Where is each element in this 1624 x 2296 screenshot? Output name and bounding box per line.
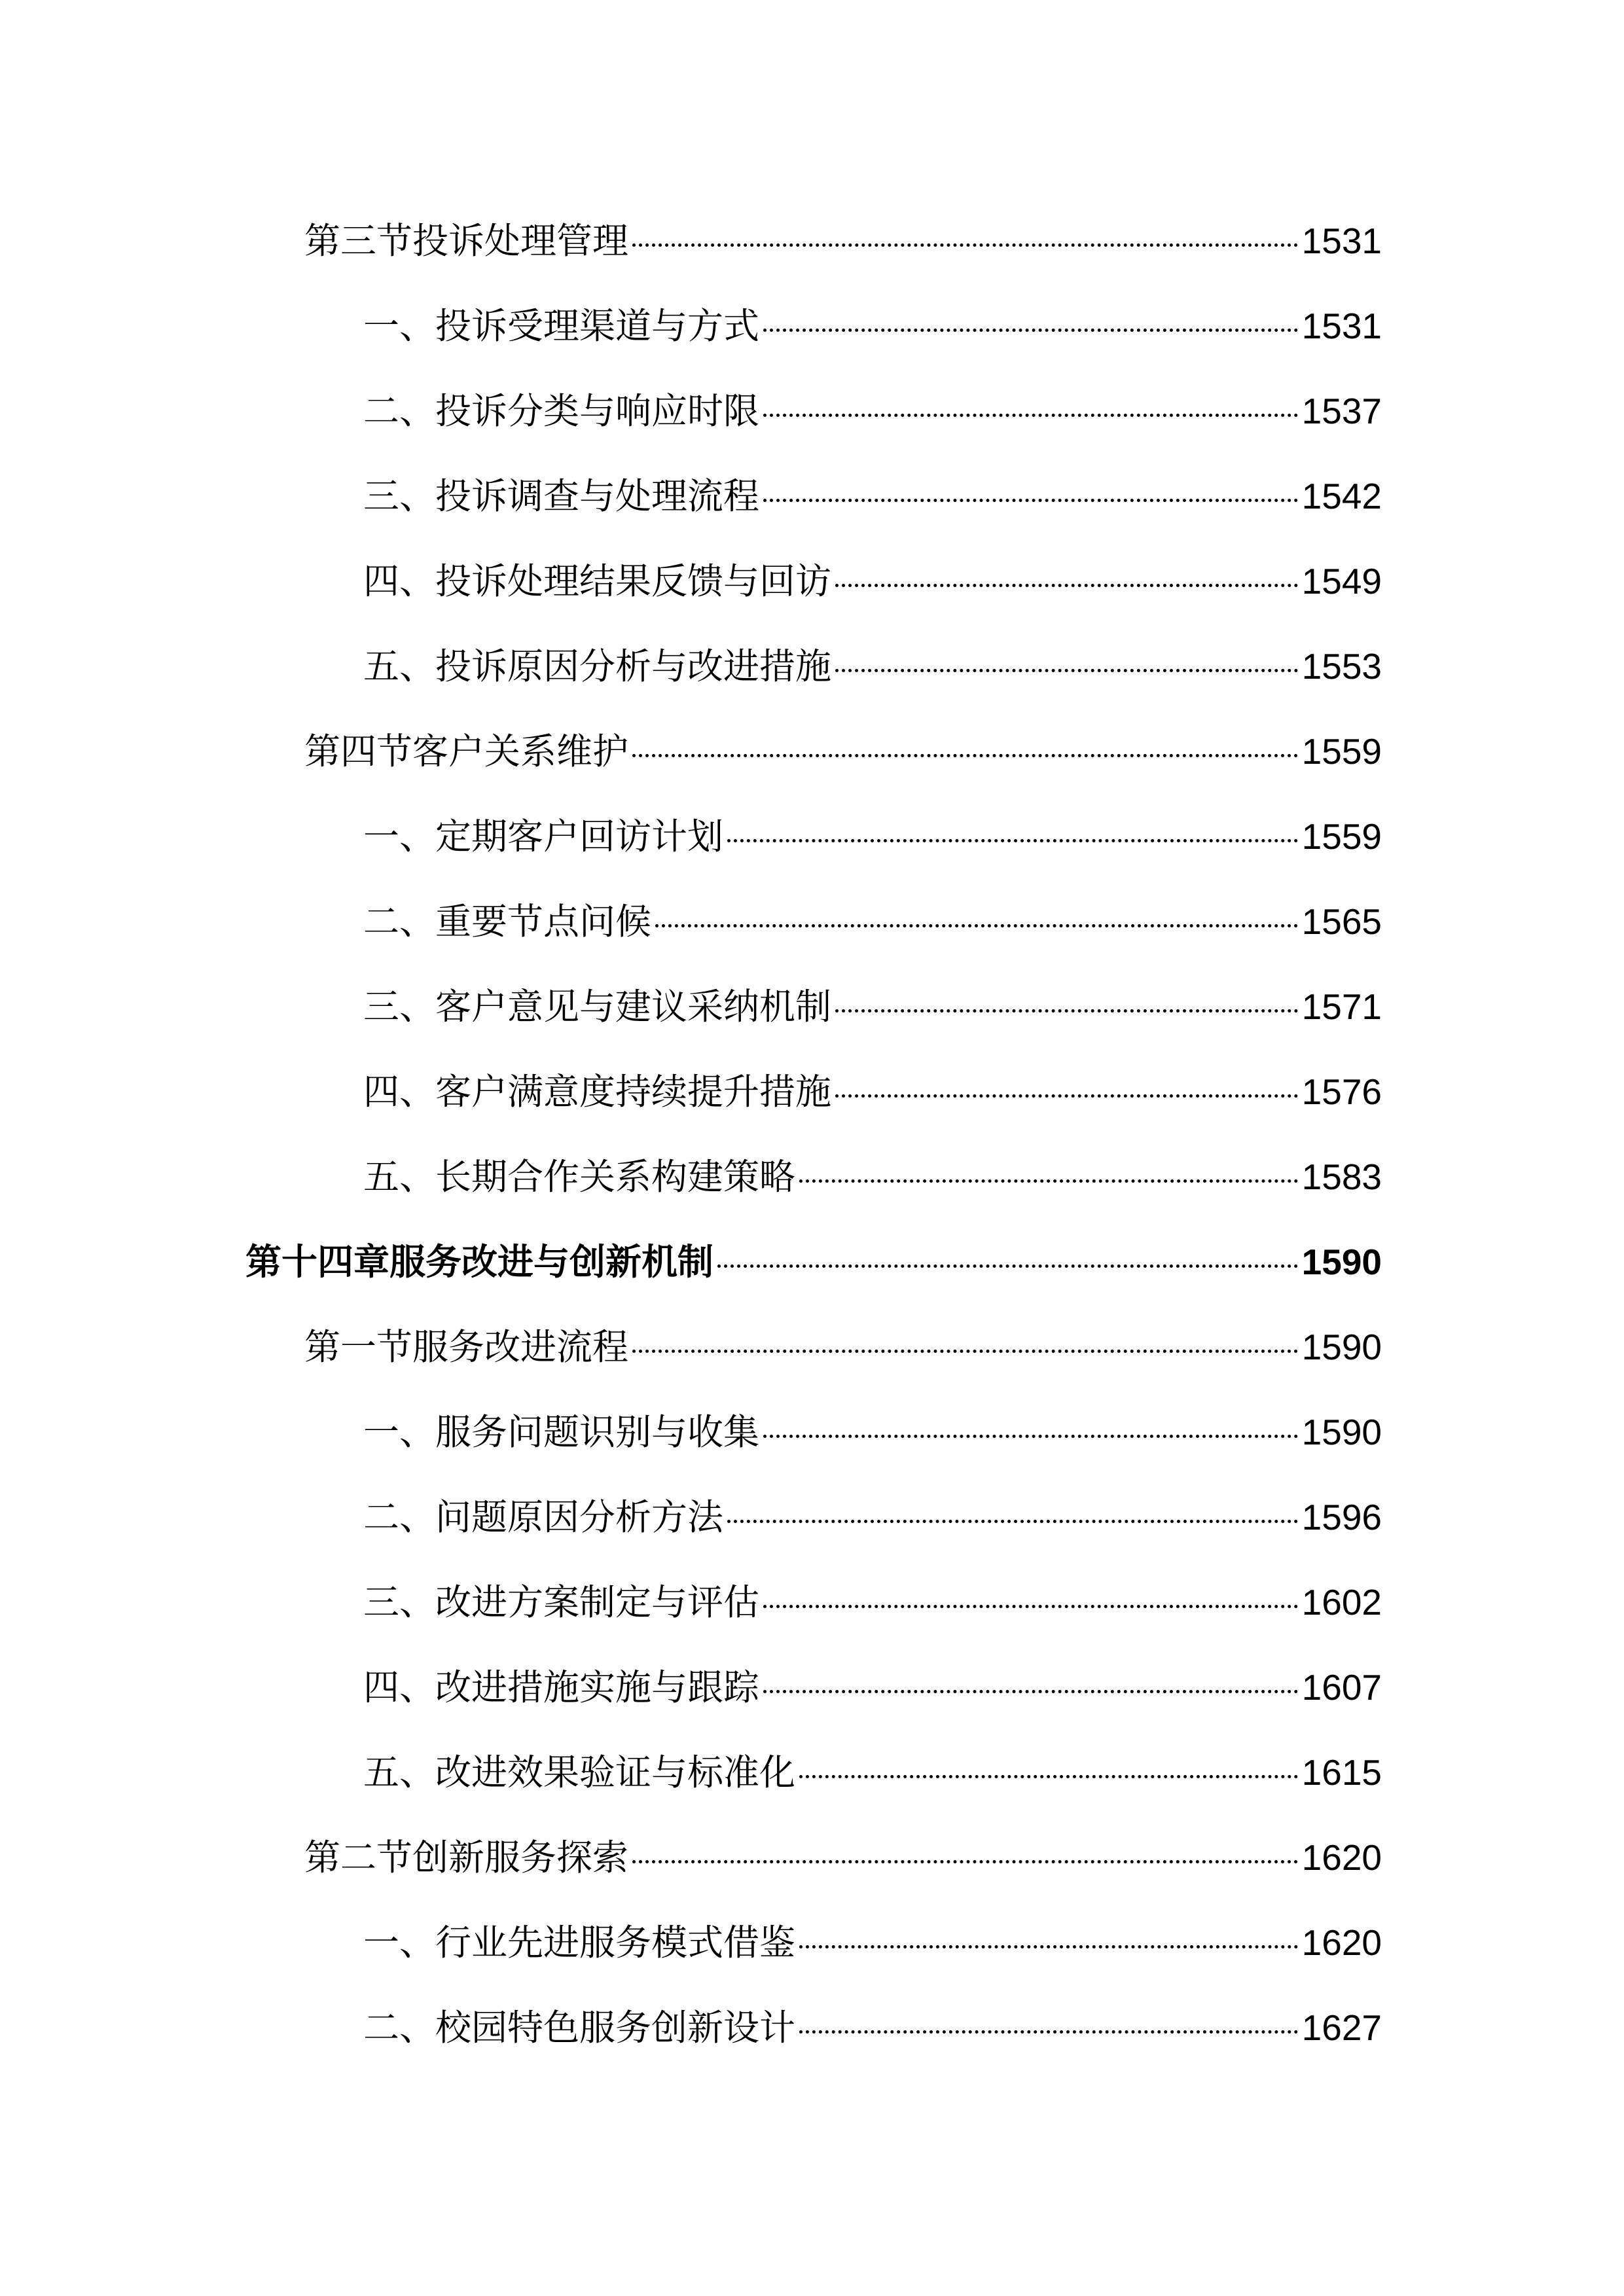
toc-entry-page: 1549 xyxy=(1301,561,1382,601)
toc-entry-page: 1627 xyxy=(1301,2007,1382,2048)
toc-entry-page: 1576 xyxy=(1301,1071,1382,1112)
dot-leader xyxy=(727,1520,1298,1523)
dot-leader xyxy=(727,839,1298,842)
dot-leader xyxy=(835,1094,1298,1098)
toc-entry-page: 1565 xyxy=(1301,901,1382,942)
toc-entry-subsection[interactable] xyxy=(363,1406,1382,1458)
toc-entry-subsection[interactable] xyxy=(363,1916,1382,1969)
toc-entry-page: 1615 xyxy=(1301,1752,1382,1793)
dot-leader xyxy=(799,1775,1298,1778)
toc-entry-page: 1553 xyxy=(1301,646,1382,687)
toc-entry-page: 1607 xyxy=(1301,1667,1382,1708)
toc-entry-subsection[interactable] xyxy=(363,1066,1382,1118)
toc-entry-title: 五、长期合作关系构建策略 xyxy=(363,1156,796,1198)
toc-entry-page: 1571 xyxy=(1301,986,1382,1027)
toc-entry-page: 1620 xyxy=(1301,1922,1382,1963)
toc-entry-subsection[interactable] xyxy=(363,385,1382,437)
toc-entry-subsection[interactable] xyxy=(363,300,1382,352)
toc-entry-title: 第三节投诉处理管理 xyxy=(304,220,629,262)
toc-entry-title: 二、问题原因分析方法 xyxy=(363,1496,724,1538)
toc-entry-section[interactable] xyxy=(304,1831,1382,1884)
toc-entry-page: 1602 xyxy=(1301,1582,1382,1623)
dot-leader xyxy=(632,754,1298,757)
dot-leader xyxy=(763,499,1298,502)
dot-leader xyxy=(655,924,1298,927)
toc-entry-title: 一、定期客户回访计划 xyxy=(363,816,724,857)
toc-entry-subsection[interactable] xyxy=(363,555,1382,607)
dot-leader xyxy=(799,1945,1298,1948)
dot-leader xyxy=(835,1009,1298,1013)
toc-entry-subsection[interactable] xyxy=(363,1491,1382,1543)
toc-entry-page: 1559 xyxy=(1301,816,1382,857)
toc-entry-title: 一、投诉受理渠道与方式 xyxy=(363,305,760,347)
toc-entry-title: 二、重要节点问候 xyxy=(363,901,652,942)
toc-entry-title: 二、校园特色服务创新设计 xyxy=(363,2007,796,2049)
toc-entry-page: 1542 xyxy=(1301,476,1382,516)
dot-leader xyxy=(763,1605,1298,1608)
dot-leader xyxy=(632,1350,1298,1353)
dot-leader xyxy=(763,1690,1298,1693)
toc-entry-page: 1531 xyxy=(1301,221,1382,261)
toc-entry-page: 1596 xyxy=(1301,1497,1382,1537)
toc-entry-title: 三、投诉调查与处理流程 xyxy=(363,475,760,517)
dot-leader xyxy=(799,2030,1298,2034)
toc-entry-title: 一、行业先进服务模式借鉴 xyxy=(363,1922,796,1964)
toc-entry-title: 第四节客户关系维护 xyxy=(304,730,629,772)
toc-entry-page: 1583 xyxy=(1301,1157,1382,1197)
toc-entry-title: 四、投诉处理结果反馈与回访 xyxy=(363,560,832,602)
toc-entry-subsection[interactable] xyxy=(363,1746,1382,1799)
toc-entry-page: 1620 xyxy=(1301,1837,1382,1878)
toc-entry-title: 四、客户满意度持续提升措施 xyxy=(363,1071,832,1113)
toc-entry-title: 二、投诉分类与响应时限 xyxy=(363,390,760,432)
toc-entry-title: 第十四章服务改进与创新机制 xyxy=(245,1241,714,1283)
toc-entry-page: 1590 xyxy=(1301,1327,1382,1367)
toc-entry-title: 五、投诉原因分析与改进措施 xyxy=(363,645,832,687)
toc-entry-page: 1531 xyxy=(1301,306,1382,346)
dot-leader xyxy=(763,329,1298,332)
dot-leader xyxy=(717,1265,1298,1268)
toc-entry-section[interactable] xyxy=(304,215,1382,267)
toc-entry-title: 五、改进效果验证与标准化 xyxy=(363,1751,796,1793)
toc-entry-title: 三、改进方案制定与评估 xyxy=(363,1581,760,1623)
toc-entry-section[interactable] xyxy=(304,1321,1382,1373)
dot-leader xyxy=(799,1179,1298,1183)
toc-entry-section[interactable] xyxy=(304,725,1382,778)
dot-leader xyxy=(763,1435,1298,1438)
toc-entry-subsection[interactable] xyxy=(363,1151,1382,1203)
toc-entry-title: 三、客户意见与建议采纳机制 xyxy=(363,986,832,1028)
toc-entry-subsection[interactable] xyxy=(363,895,1382,948)
toc-entry-page: 1590 xyxy=(1301,1242,1382,1282)
toc-entry-page: 1559 xyxy=(1301,731,1382,772)
toc-entry-title: 四、改进措施实施与跟踪 xyxy=(363,1666,760,1708)
toc-entry-subsection[interactable] xyxy=(363,640,1382,692)
dot-leader xyxy=(632,1860,1298,1863)
toc-entry-subsection[interactable] xyxy=(363,810,1382,863)
toc-entry-title: 第一节服务改进流程 xyxy=(304,1326,629,1368)
toc-entry-subsection[interactable] xyxy=(363,1661,1382,1713)
dot-leader xyxy=(835,669,1298,672)
dot-leader xyxy=(763,414,1298,417)
toc-entry-page: 1537 xyxy=(1301,391,1382,431)
dot-leader xyxy=(835,584,1298,587)
toc-entry-subsection[interactable] xyxy=(363,1576,1382,1628)
toc-entry-subsection[interactable] xyxy=(363,470,1382,522)
toc-entry-subsection[interactable] xyxy=(363,980,1382,1033)
toc-entry-title: 一、服务问题识别与收集 xyxy=(363,1411,760,1453)
toc-entry-subsection[interactable] xyxy=(363,2001,1382,2054)
toc-entry-page: 1590 xyxy=(1301,1412,1382,1452)
toc-entry-chapter[interactable] xyxy=(245,1236,1382,1288)
dot-leader xyxy=(632,243,1298,247)
toc-entry-title: 第二节创新服务探索 xyxy=(304,1837,629,1878)
